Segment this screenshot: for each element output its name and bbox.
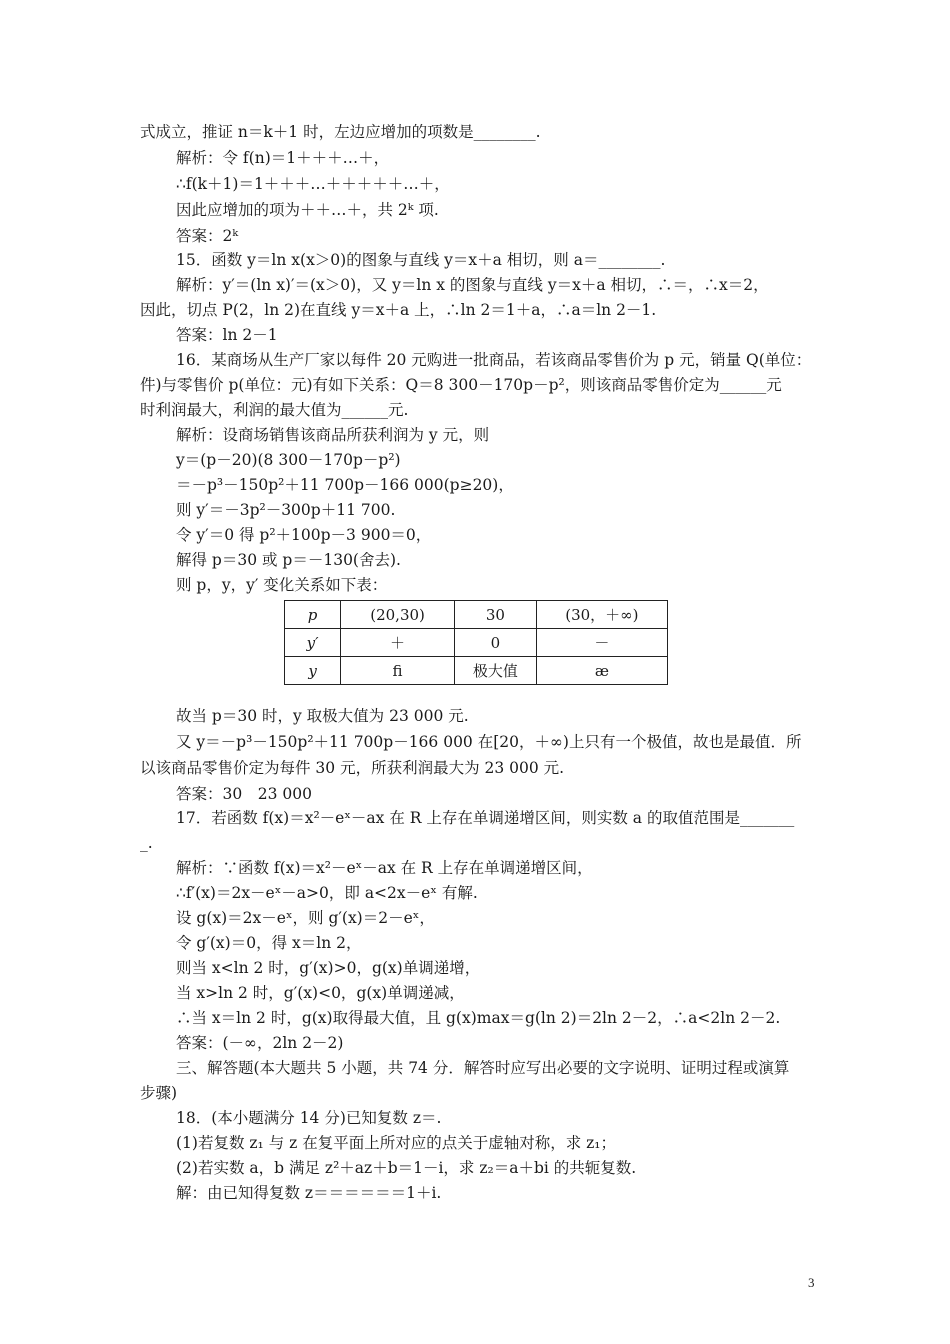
text-line: _. — [140, 834, 153, 852]
text-line: 又 y＝－p³－150p²＋11 700p－166 000 在[20，＋∞)上只有一个极值，故也是最值．所 — [176, 733, 802, 751]
table-cell: (30，＋∞) — [536, 601, 667, 629]
table-cell: ﬁ — [341, 657, 455, 685]
answer-line: 答案：ln 2－1 — [176, 326, 278, 344]
page-number: 3 — [808, 1275, 815, 1290]
text-line: (2)若实数 a，b 满足 z²＋az＋b＝1－i，求 z₂＝a＋bi 的共轭复数. — [176, 1159, 637, 1177]
text-line: 则 p，y，y′ 变化关系如下表： — [176, 576, 388, 594]
text-line: 因此，切点 P(2，ln 2)在直线 y＝x＋a 上，∴ln 2＝1＋a，∴a＝ln 2－1. — [140, 301, 657, 319]
text-line: 解得 p＝30 或 p＝－130(舍去). — [176, 551, 401, 569]
text-line: 设 g(x)＝2x－eˣ，则 g′(x)＝2－eˣ， — [176, 909, 435, 927]
text-line: 件)与零售价 p(单位：元)有如下关系：Q＝8 300－170p－p²，则该商品零售价定为______元 — [140, 376, 782, 394]
text-line: ＝－p³－150p²＋11 700p－166 000(p≥20)， — [176, 476, 514, 494]
table-cell: (20,30) — [341, 601, 455, 629]
text-line: 当 x>ln 2 时，g′(x)<0，g(x)单调递减， — [176, 984, 465, 1002]
text-line: 因此应增加的项为＋＋…＋，共 2ᵏ 项. — [176, 201, 439, 219]
text-line: 故当 p＝30 时，y 取极大值为 23 000 元. — [176, 707, 469, 725]
question-15: 15．函数 y＝ln x(x＞0)的图象与直线 y＝x＋a 相切，则 a＝________. — [176, 251, 666, 269]
text-line: y＝(p－20)(8 300－170p－p²) — [176, 451, 401, 469]
table-row — [285, 629, 668, 657]
text-line: 解：由已知得复数 z＝＝＝＝＝＝1＋i. — [176, 1184, 442, 1202]
text-line: 式成立，推证 n＝k＋1 时，左边应增加的项数是________. — [140, 123, 541, 141]
table-cell: p — [285, 601, 341, 629]
text-line: ∴当 x＝ln 2 时，g(x)取得最大值，且 g(x)max＝g(ln 2)＝2ln 2－2，∴a<2ln 2－2. — [176, 1009, 781, 1027]
answer-line: 答案：2ᵏ — [176, 227, 239, 245]
text-line: 解析：设商场销售该商品所获利润为 y 元，则 — [176, 426, 490, 444]
answer-line: 答案：(－∞，2ln 2－2) — [176, 1034, 344, 1052]
text-line: 以该商品零售价定为每件 30 元，所获利润最大为 23 000 元. — [140, 759, 565, 777]
text-line: ∴f′(x)＝2x－eˣ－a>0，即 a<2x－eˣ 有解. — [176, 884, 478, 902]
text-line: 令 y′＝0 得 p²＋100p－3 900＝0， — [176, 526, 432, 544]
text-line: 则当 x<ln 2 时，g′(x)>0，g(x)单调递增， — [176, 959, 481, 977]
text-line: 解析：∵函数 f(x)＝x²－eˣ－ax 在 R 上存在单调递增区间， — [176, 859, 593, 877]
table-cell: － — [536, 629, 667, 657]
table-row — [285, 657, 668, 685]
table-cell: y′ — [285, 629, 341, 657]
table-cell: ＋ — [341, 629, 455, 657]
table-cell: 极大值 — [454, 657, 536, 685]
text-line: 则 y′＝－3p²－300p＋11 700. — [176, 501, 396, 519]
text-line: 解析：y′＝(ln x)′＝(x＞0)，又 y＝ln x 的图象与直线 y＝x＋a 相切，∴＝，∴x＝2， — [176, 276, 769, 294]
variation-table — [284, 600, 668, 685]
question-16: 16．某商场从生产厂家以每件 20 元购进一批商品，若该商品零售价为 p 元，销量 Q(单位： — [176, 351, 812, 369]
table-cell: 0 — [454, 629, 536, 657]
text-line: 令 g′(x)＝0，得 x＝ln 2， — [176, 934, 362, 952]
section-heading: 三、解答题(本大题共 5 小题，共 74 分．解答时应写出必要的文字说明、证明过程或演算 — [176, 1059, 790, 1077]
text-line: 解析：令 f(n)＝1＋＋＋…＋， — [176, 149, 390, 167]
table-cell: æ — [536, 657, 667, 685]
text-line: (1)若复数 z₁ 与 z 在复平面上所对应的点关于虚轴对称，求 z₁； — [176, 1134, 617, 1152]
question-18: 18．(本小题满分 14 分)已知复数 z＝. — [176, 1109, 442, 1127]
table-cell: 30 — [454, 601, 536, 629]
table-row — [285, 601, 668, 629]
table-cell: y — [285, 657, 341, 685]
text-line: 时利润最大，利润的最大值为______元. — [140, 401, 409, 419]
text-line: ∴f(k＋1)＝1＋＋＋…＋＋＋＋＋…＋， — [176, 175, 450, 193]
text-line: 步骤) — [140, 1084, 178, 1102]
question-17: 17．若函数 f(x)＝x²－eˣ－ax 在 R 上存在单调递增区间，则实数 a 的取值范围是_______ — [176, 809, 795, 827]
answer-line: 答案：30 23 000 — [176, 785, 312, 803]
